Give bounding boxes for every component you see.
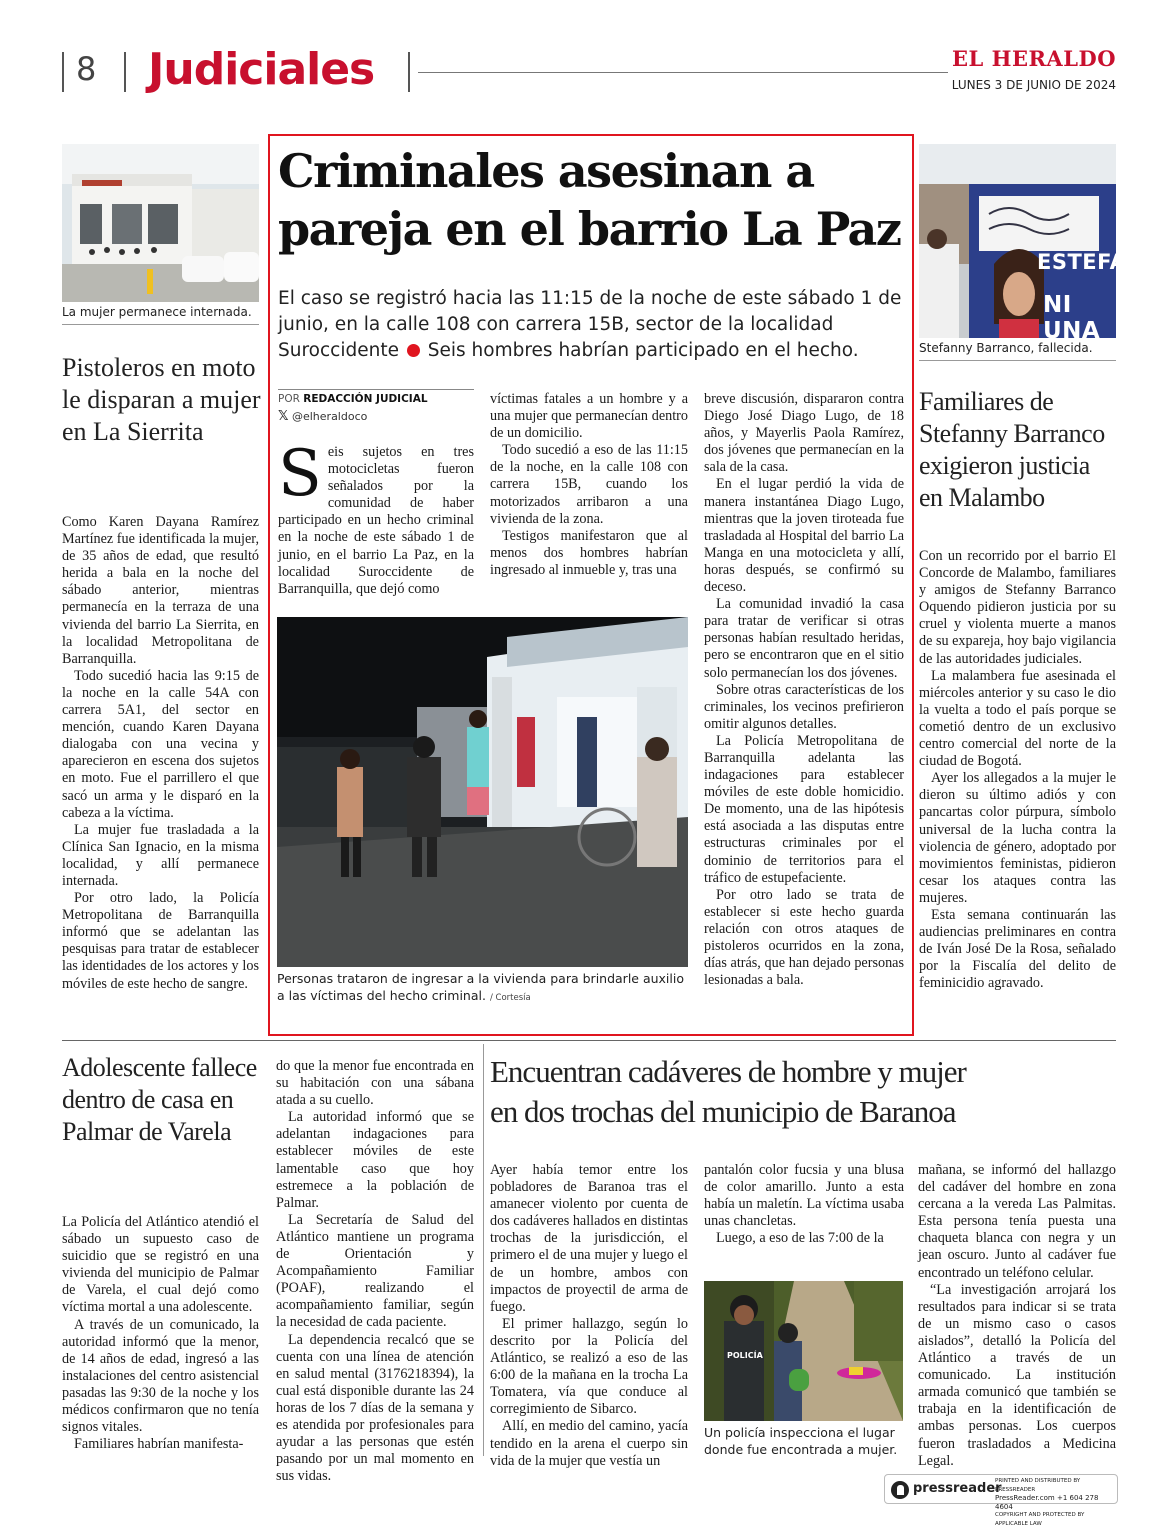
edition-date: LUNES 3 DE JUNIO DE 2024 (951, 78, 1116, 92)
bottom-left-headline: Adolescente fallece dentro de casa en Palmar de Varela (62, 1053, 257, 1146)
paragraph: Por otro lado, la Policía Metropolitana de Barranquilla informó que se adelantan las pesquisas para tratar de establecer las identidades de los actores y los móviles de este hecho de sangre. (62, 890, 259, 992)
paragraph: La mujer fue trasladada a la Clínica San Ignacio, en la misma localidad, y allí permanece internada. (62, 821, 259, 889)
paragraph: La Secretaría de Salud del Atlántico mantiene un programa de Orientación y Acompañamiento Familiar (POAF), realizando el acompañamiento familiar, según la necesidad de cada paciente. (276, 1211, 474, 1331)
paragraph: víctimas fatales a un hombre y a una mujer que permanecían dentro de un domicilio. (490, 391, 688, 442)
byline (278, 393, 428, 405)
main-story-photo (277, 617, 688, 967)
paragraph: La comunidad invadió la casa para tratar de verificar si otras personas habían resultado heridas, pero se encontraron que en el sitio solo permanecían los dos jóvenes. (704, 596, 904, 681)
pressreader-badge[interactable] (884, 1474, 1118, 1527)
paragraph: Por otro lado se trata de establecer si este hecho guarda relación con otros ataques de pistoleros ocurridos en la zona, días atrás, que han dejado personas lesionadas a bala. (704, 886, 904, 989)
lead-text: eis sujetos en tres motocicletas fueron señalados por la comunidad de haber participado en un hecho criminal en la noche de este sábado 1 de junio, en el barrio La Paz, en la localidad Suroccidente de Barranquilla, que dejó como (278, 444, 474, 597)
paragraph: La autoridad informó que se adelantan indagaciones para establecer móviles de este lamentable caso que hoy estremece a la población de Palmar. (276, 1109, 474, 1211)
photo-credit: / Cortesía (489, 993, 531, 1003)
main-story-col1 (278, 437, 474, 598)
left-story-body (62, 514, 259, 993)
headline-line: Criminales asesinan a (278, 144, 814, 198)
main-story-deck (278, 286, 906, 364)
paragraph: La Policía del Atlántico atendió el sábado un supuesto caso de suicidio que se registró en una vivienda del municipio de Palmar de Varela, el cual dejó como víctima mortal a una adolescente. (62, 1214, 259, 1316)
left-photo-caption: La mujer permanece internada. (62, 305, 252, 319)
drop-cap: S (278, 437, 322, 511)
deck-text: Seis hombres habrían participado en el hecho. (427, 340, 859, 361)
right-story-photo (919, 144, 1145, 344)
main-photo-caption (277, 970, 689, 1007)
headline-line: pareja en el barrio La Paz (278, 202, 901, 256)
left-story-headline: Pistoleros en moto le disparan a mujer en La Sierrita (62, 353, 261, 446)
deck-text: El caso se registró hacia las 11:15 de la noche de este sábado 1 de junio, en la calle 108 con carrera 15B, sector de la localidad Suroccidente (278, 288, 902, 361)
main-story-headline (278, 142, 908, 258)
headline-line: Encuentran cadáveres de hombre y mujer (490, 1054, 966, 1089)
main-story-col3 (704, 391, 904, 989)
protest-sign-text: ESTEFAN (1037, 250, 1145, 274)
byline-prefix: POR (278, 393, 300, 405)
bottom-right-col3 (918, 1162, 1116, 1470)
paragraph: do que la menor fue encontrada en su habitación con una sábana atada a su cuello. (276, 1058, 474, 1109)
right-story-body (919, 548, 1116, 992)
paragraph: Como Karen Dayana Ramírez Martínez fue identificada la mujer, de 35 años de edad, que resultó herida a bala en la noche del sábado anterior, mientras permanecía en la terraza de una vivienda del barrio La Sierrita, en la localidad Metropolitana de Barranquilla. (62, 514, 259, 667)
bottom-photo-caption: Un policía inspecciona el lugar donde fue encontrada a mujer. (704, 1425, 898, 1457)
paragraph: Sobre otras características de los criminales, los vecinos prefirieron omitir algunos detalles. (704, 681, 904, 732)
paragraph: A través de un comunicado, la autoridad informó que la menor, de 14 años de edad, ingresó a las instalaciones del centro asistencial pasadas las 9:30 de la noche y los médicos confirmaron que no tenía signos vitales. (62, 1316, 259, 1436)
bottom-left-col2 (276, 1058, 474, 1485)
deck-bullet (407, 344, 420, 357)
social-handle (278, 409, 367, 424)
paragraph: Ayer había temor entre los pobladores de Baranoa tras el amanecer violento por cuenta de dos cadáveres hallados en distintas trochas de la jurisdicción, el primero el de una mujer y luego el de un hombre, ambos con impactos de proyectil de arma de fuego. (490, 1162, 688, 1315)
notice-line: PressReader.com +1 604 278 4604 (995, 1494, 1099, 1511)
bottom-right-photo (704, 1281, 903, 1421)
paragraph: Familiares habrían manifesta- (74, 1436, 244, 1453)
paragraph: Ayer los allegados a la mujer le dieron su último adiós y con pancartas color púrpura, símbolo universal de la lucha contra la violencia de género, adoptado por movimientos feministas, pidieron cesar los ataques contra las mujeres. (919, 770, 1116, 906)
right-photo-caption: Stefanny Barranco, fallecida. (919, 341, 1093, 355)
paragraph: En el lugar perdió la vida de manera instantánea Diago Lugo, mientras que la joven tiroteada fue trasladada al Hospital del barrio La Manga en una motocicleta y allí, horas después, se confirmó su deceso. (704, 476, 904, 596)
paragraph: La dependencia recalcó que se cuenta con una línea de atención en salud mental (3176218394), la cual está disponible durante las 24 horas de los 7 días de la semana y es atendida por profesionales para ayudar a las personas que estén pasando por un mal momento en sus vidas. (276, 1331, 474, 1485)
bottom-right-col1 (490, 1162, 688, 1470)
newspaper-logo: EL HERALDO (952, 46, 1116, 71)
notice-line: PRINTED AND DISTRIBUTED BY PRESSREADER (995, 1478, 1081, 1493)
paragraph: mañana, se informó del hallazgo del cadáver del hombre en zona cercana a la vereda Las Palmitas. Esta persona tenía puesta una chaqueta blanca con negra y un jean oscuro. Junto al cadáver fue encontrado un teléfono celular. (918, 1162, 1116, 1281)
right-story-headline: Familiares de Stefanny Barranco exigieron justicia en Malambo (919, 387, 1105, 512)
bottom-right-headline (490, 1052, 1120, 1132)
social-handle-text: @elheraldoco (291, 410, 368, 423)
paragraph: Luego, a eso de las 7:00 de la (716, 1230, 884, 1247)
caption-text: Personas trataron de ingresar a la vivienda para brindarle auxilio a las víctimas del hecho criminal. (277, 971, 685, 1003)
notice-line: COPYRIGHT AND PROTECTED BY APPLICABLE LAW (995, 1512, 1085, 1527)
paragraph: “La investigación arrojará los resultados para indicar si se trata de un mismo caso o casos aislados”, detalló la Policía del Atlántico a través de un comunicado. La institución armada comunicó que también se trabaja en la identificación de ambas personas. Los cuerpos fueron trasladados a Medicina Legal. (918, 1281, 1116, 1469)
pressreader-notice (995, 1477, 1115, 1528)
police-vest-label: POLICÍA (727, 1351, 763, 1360)
paragraph: Testigos manifestaron que al menos dos hombres habrían ingresado al inmueble y, tras una (490, 527, 688, 578)
headline-line: en dos trochas del municipio de Baranoa (490, 1094, 956, 1129)
paragraph: Esta semana continuarán las audiencias preliminares en contra de Iván José De la Rosa, señalado por la Fiscalía del delito de feminicidio agravado. (919, 906, 1116, 992)
paragraph: Allí, en medio del camino, yacía tendido en la arena el cuerpo sin vida de la mujer que vestía un (490, 1418, 688, 1469)
paragraph: La Policía Metropolitana de Barranquilla adelanta las indagaciones para establecer móviles de este doble homicidio. De momento, una de las hipótesis está asociada a las disputas entre estructuras criminales por el dominio de territorios para el tráfico de estupefaciente. (704, 732, 904, 886)
paragraph: pantalón color fucsia y una blusa de color amarillo. Junto a esta había un maletín. La víctima usaba unas chancletas. (704, 1162, 904, 1230)
section-divider (62, 1040, 1116, 1041)
paragraph: Todo sucedió a eso de las 11:15 de la noche, en la calle 108 con carrera 15B, cuando los motorizados arribaron a una vivienda de la zona. (490, 442, 688, 527)
paragraph: La malambera fue asesinada el miércoles anterior y su caso le dio la vuelta a todo el país porque se cometió dentro de un exclusivo centro comercial del norte de la ciudad de Bogotá. (919, 667, 1116, 770)
paragraph: Con un recorrido por el barrio El Concorde de Malambo, familiares y amigos de Stefanny Barranco Oquendo pidieron justicia por su cruel y violenta muerte a manos de su expareja, hoy bajo vigilancia de las autoridades judiciales. (919, 548, 1116, 667)
paragraph: Todo sucedió hacia las 9:15 de la noche en la calle 54A con carrera 5A1, del sector en mención, cuando Karen Dayana dialogaba con una vecina y aparecieron en escena dos sujetos en moto. Fue el parrillero el que sacó un arma y le disparó en la cabeza a la víctima. (62, 667, 259, 821)
x-logo-icon: 𝕏 (278, 409, 289, 424)
main-story-col2 (490, 391, 688, 579)
bottom-left-col1 (62, 1214, 259, 1453)
protest-sign-text: NI UNA (1043, 292, 1101, 344)
page-header (0, 0, 1158, 110)
paragraph: breve discusión, dispararon contra Diego José Diago Lugo, de 18 años, y Mayerlis Paola Ramírez, dos jóvenes que permanecían en la sala de la casa. (704, 391, 904, 476)
left-story-photo (62, 144, 259, 302)
section-title: Judiciales (148, 44, 375, 95)
bottom-right-col2 (704, 1162, 904, 1247)
paragraph: El primer hallazgo, según lo descrito por la Policía del Atlántico, se realizó a eso de las 6:00 de la mañana en la trocha La Tomatera, vía que conduce al corregimiento de Sibarco. (490, 1315, 688, 1418)
pressreader-logo-text: pressreader (913, 1481, 1002, 1496)
page-number: 8 (76, 50, 97, 88)
byline-name: REDACCIÓN JUDICIAL (303, 393, 428, 405)
lead-paragraph (278, 437, 474, 598)
